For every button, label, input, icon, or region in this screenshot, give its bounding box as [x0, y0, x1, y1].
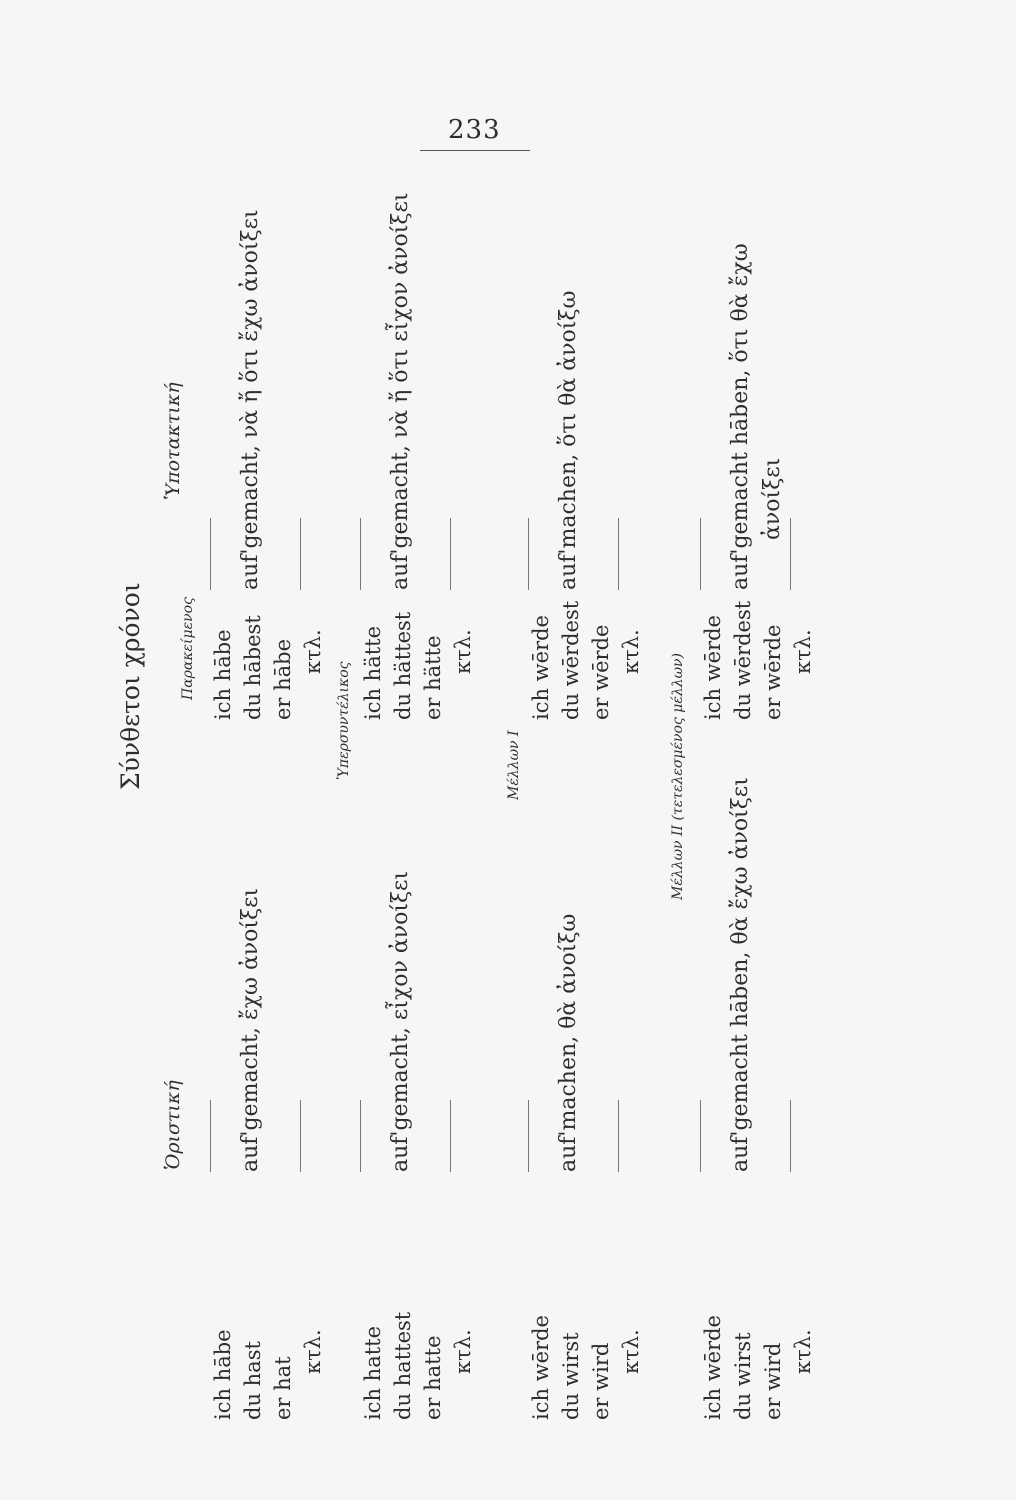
block2-sub-form-4: κτλ.	[451, 629, 475, 674]
future2-subhead: Μέλλων II (τετελεσμένος μέλλων)	[670, 653, 686, 900]
brace-line	[790, 1100, 791, 1172]
block2-sub-form-2: du hättest	[391, 611, 415, 720]
future1-subhead: Μέλλων I	[506, 730, 522, 800]
block3-sub-form-1: ich wērde	[529, 615, 553, 720]
block2-ind-form-2: du hattest	[391, 1311, 415, 1420]
brace-line	[210, 1100, 211, 1172]
block4-sub-form-4: κτλ.	[791, 629, 815, 674]
subjunctive-header: Ὑποτακτική	[162, 382, 184, 500]
block2-ind-form-3: er hatte	[421, 1335, 445, 1420]
block1-ind-gloss: auf'gemacht, ἔχω ἀνοίξει	[238, 887, 263, 1172]
brace-line	[360, 1100, 361, 1172]
block1-ind-form-4: κτλ.	[301, 1329, 325, 1374]
brace-line	[300, 518, 301, 590]
block4-sub-gloss-line1: auf'gemacht hāben, ὅτι θὰ ἔχω	[728, 243, 753, 590]
brace-line	[618, 1100, 619, 1172]
block3-ind-form-2: du wirst	[559, 1332, 583, 1420]
brace-line	[450, 1100, 451, 1172]
brace-line	[450, 518, 451, 590]
block4-ind-form-3: er wird	[761, 1342, 785, 1420]
block1-sub-form-1: ich hābe	[211, 629, 235, 720]
block3-sub-form-4: κτλ.	[619, 629, 643, 674]
block4-sub-gloss-line2: ἀνοίξει	[760, 457, 785, 540]
block3-ind-form-3: er wird	[589, 1342, 613, 1420]
block3-ind-form-4: κτλ.	[619, 1329, 643, 1374]
block1-sub-form-4: κτλ.	[301, 629, 325, 674]
block1-ind-form-1: ich hābe	[211, 1329, 235, 1420]
block2-sub-gloss: auf'gemacht, νὰ ἤ ὅτι εἶχον ἀνοίξει	[388, 192, 413, 590]
brace-line	[528, 518, 529, 590]
block4-ind-form-2: du wirst	[731, 1332, 755, 1420]
block1-sub-form-2: du hābest	[241, 615, 265, 720]
perfect-subhead: Παρακείμενος	[180, 597, 196, 700]
block3-sub-form-2: du wērdest	[559, 600, 583, 720]
brace-line	[790, 518, 791, 590]
block4-sub-form-2: du wērdest	[731, 600, 755, 720]
block2-sub-form-1: ich hätte	[361, 625, 385, 720]
block2-ind-form-1: ich hatte	[361, 1325, 385, 1420]
brace-line	[700, 1100, 701, 1172]
block3-sub-gloss: auf'machen, ὅτι θὰ ἀνοίξω	[556, 290, 581, 590]
brace-line	[210, 518, 211, 590]
page-number: 233	[448, 115, 501, 145]
block4-sub-form-3: er wērde	[761, 624, 785, 720]
block2-sub-form-3: er hätte	[421, 635, 445, 720]
block3-sub-form-3: er wērde	[589, 624, 613, 720]
brace-line	[300, 1100, 301, 1172]
block1-sub-gloss: auf'gemacht, νὰ ἤ ὅτι ἔχω ἀνοίξει	[238, 209, 263, 590]
block3-ind-gloss: auf'machen, θὰ ἀνοίξω	[556, 913, 581, 1172]
block2-ind-form-4: κτλ.	[451, 1329, 475, 1374]
block1-ind-form-2: du hast	[241, 1341, 265, 1420]
brace-line	[618, 518, 619, 590]
block1-ind-form-3: er hat	[271, 1356, 295, 1420]
pluperfect-subhead: Ὑπερσυντέλικος	[336, 661, 352, 780]
brace-line	[700, 518, 701, 590]
block1-sub-form-3: er hābe	[271, 638, 295, 720]
block3-ind-form-1: ich wērde	[529, 1315, 553, 1420]
rotated-table	[116, 150, 828, 1420]
block4-ind-form-1: ich wērde	[701, 1315, 725, 1420]
block2-ind-gloss: auf'gemacht, εἶχον ἀνοίξει	[388, 870, 413, 1172]
title: Σύνθετοι χρόνοι	[116, 582, 145, 790]
block4-sub-form-1: ich wērde	[701, 615, 725, 720]
brace-line	[528, 1100, 529, 1172]
block4-ind-gloss: auf'gemacht hāben, θὰ ἔχω ἀνοίξει	[728, 777, 753, 1172]
block4-ind-form-4: κτλ.	[791, 1329, 815, 1374]
brace-line	[360, 518, 361, 590]
indicative-header: Ὁριστική	[162, 1080, 184, 1170]
